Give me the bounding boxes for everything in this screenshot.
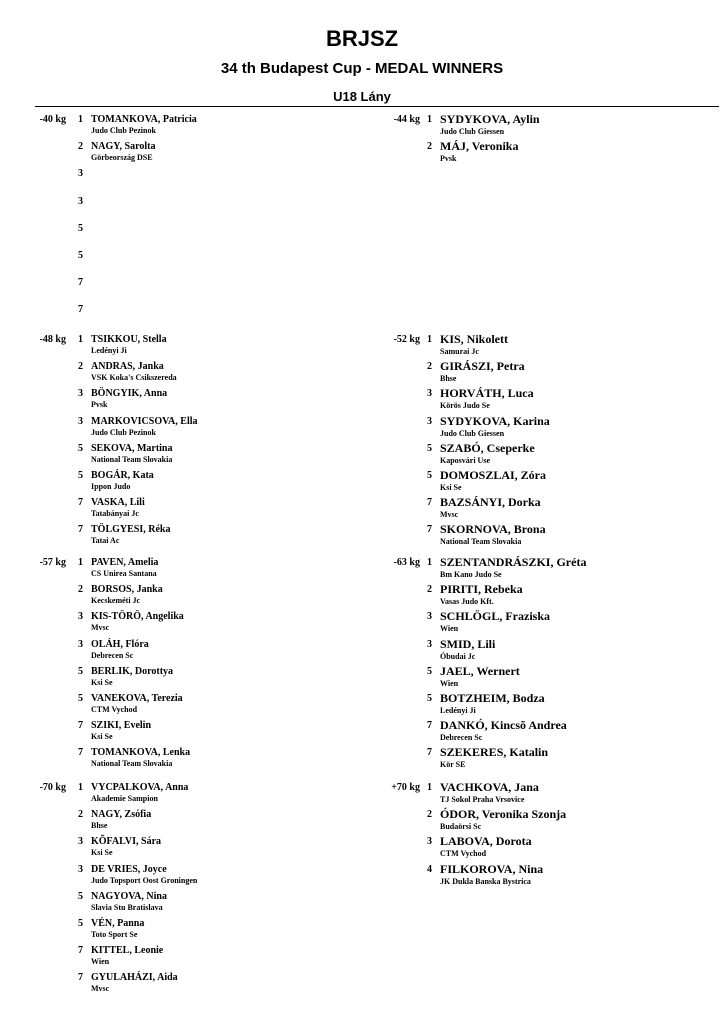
placement-number: 7	[78, 524, 83, 536]
section-title: U18 Lány	[333, 89, 391, 104]
placement-number: 2	[78, 361, 83, 373]
placement-number: 3	[427, 415, 432, 427]
placement-number: 3	[78, 611, 83, 623]
athlete-name: DE VRIES, Joyce	[91, 863, 167, 875]
athlete-name: TOMANKOVA, Patricia	[91, 114, 197, 125]
club-name: TJ Sokol Praha Vrsovice	[440, 795, 525, 804]
club-name: Körös Judo Se	[440, 401, 490, 411]
placement-number: 2	[427, 141, 432, 153]
club-name: Kecskeméti Jc	[91, 596, 141, 606]
club-name: Ledényi Ji	[440, 706, 476, 715]
placement-number: 1	[427, 334, 432, 345]
club-name: Kaposvári Use	[440, 455, 490, 465]
placement-number: 3	[78, 836, 83, 848]
placement-number: 3	[78, 195, 83, 207]
athlete-name: BOTZHEIM, Bodza	[440, 691, 545, 705]
athlete-name: TSIKKOU, Stella	[91, 334, 167, 345]
club-name: Tatai Ac	[91, 536, 120, 546]
athlete-name: KÕFALVI, Sára	[91, 836, 162, 848]
athlete-name: SEKOVA, Martina	[91, 442, 173, 454]
placement-number: 5	[427, 470, 432, 481]
athlete-name: KITTEL, Leonie	[91, 945, 164, 957]
club-name: Óbudai Jc	[440, 651, 476, 661]
club-name: Mvsc	[440, 510, 459, 520]
placement-number: 1	[427, 557, 432, 568]
athlete-name: BÖNGYIK, Anna	[91, 388, 168, 400]
athlete-name: SYDYKOVA, Aylin	[440, 112, 540, 126]
club-name: Ksi Se	[91, 848, 113, 858]
placement-number: 7	[427, 747, 432, 759]
placement-number: 5	[78, 250, 83, 261]
athlete-name: BERLIK, Dorottya	[91, 665, 174, 677]
athlete-name: MÁJ, Veronika	[440, 139, 519, 154]
document-subtitle: 34 th Budapest Cup - MEDAL WINNERS	[220, 60, 504, 77]
club-name: Judo Club Giessen	[440, 428, 505, 438]
placement-number: 5	[427, 665, 432, 677]
placement-number: 7	[427, 720, 432, 732]
weight-class-label: +70 kg	[391, 782, 420, 793]
weight-class-label: -63 kg	[393, 557, 420, 568]
club-name: Bm Kano Judo Se	[440, 570, 502, 579]
athlete-name: SCHLÖGL, Fraziska	[440, 609, 551, 624]
athlete-name: NAGY, Sarolta	[91, 141, 156, 153]
athlete-name: PIRITI, Rebeka	[440, 582, 523, 597]
club-name: Bhse	[91, 821, 108, 831]
placement-number: 7	[427, 497, 432, 509]
club-name: Judo Club Giessen	[440, 127, 505, 136]
athlete-name: ÓDOR, Veronika Szonja	[440, 807, 567, 822]
athlete-name: BAZSÁNYI, Dorka	[440, 495, 541, 510]
athlete-name: BORSOS, Janka	[91, 584, 163, 596]
placement-number: 1	[78, 114, 83, 125]
athlete-name: ANDRAS, Janka	[91, 361, 164, 373]
placement-number: 2	[427, 361, 432, 373]
club-name: Ksi Se	[91, 677, 113, 687]
placement-number: 2	[78, 584, 83, 596]
weight-class-label: -57 kg	[39, 557, 66, 568]
placement-number: 7	[78, 747, 83, 759]
placement-number: 7	[78, 972, 83, 984]
athlete-name: VÉN, Panna	[91, 918, 145, 929]
placement-number: 3	[78, 415, 83, 427]
placement-number: 5	[78, 470, 83, 481]
club-name: Görbeország DSE	[91, 153, 153, 163]
athlete-name: SZEKERES, Katalin	[440, 745, 549, 760]
placement-number: 5	[78, 442, 83, 454]
athlete-name: SZIKI, Evelin	[91, 720, 152, 732]
club-name: Wien	[91, 957, 110, 967]
athlete-name: SMID, Lili	[440, 636, 496, 651]
club-name: Judo Club Pezinok	[91, 126, 156, 135]
club-name: Judo Topsport Oost Groningen	[91, 875, 198, 885]
placement-number: 7	[78, 945, 83, 957]
club-name: Bhse	[440, 374, 457, 384]
athlete-name: FILKOROVA, Nina	[440, 861, 544, 876]
club-name: Judo Club Pezinok	[91, 427, 156, 437]
club-name: National Team Slovakia	[91, 759, 173, 769]
club-name: VSK Koka's Csikszereda	[91, 373, 177, 383]
athlete-name: MARKOVICSOVA, Ella	[91, 415, 198, 427]
athlete-name: DOMOSZLAI, Zóra	[440, 468, 547, 482]
club-name: CS Unirea Santana	[91, 569, 157, 578]
club-name: Tatabányai Jc	[91, 509, 139, 519]
club-name: Slavia Stu Bratislava	[91, 902, 163, 912]
club-name: Samurai Jc	[440, 347, 479, 356]
placement-number: 3	[78, 168, 83, 180]
athlete-name: BOGÁR, Kata	[91, 470, 154, 481]
club-name: Budaörsi Sc	[440, 822, 482, 832]
club-name: Akademie Sampion	[91, 794, 158, 803]
athlete-name: VACHKOVA, Jana	[440, 780, 539, 794]
placement-number: 5	[78, 693, 83, 704]
club-name: Debrecen Sc	[440, 733, 483, 743]
placement-number: 5	[78, 665, 83, 677]
placement-number: 5	[78, 918, 83, 929]
club-name: Pvsk	[91, 400, 108, 410]
club-name: Ksi Se	[440, 483, 462, 492]
club-name: National Team Slovakia	[91, 454, 173, 464]
club-name: Debrecen Sc	[91, 650, 134, 660]
athlete-name: VYCPALKOVA, Anna	[91, 782, 189, 793]
athlete-name: SZENTANDRÁSZKI, Gréta	[440, 555, 587, 569]
club-name: Toto Sport Se	[91, 930, 138, 939]
placement-number: 1	[427, 782, 432, 793]
weight-class-label: -48 kg	[39, 334, 66, 345]
placement-number: 5	[427, 693, 432, 704]
athlete-name: LABOVA, Dorota	[440, 834, 532, 849]
club-name: Ippon Judo	[91, 482, 131, 491]
placement-number: 3	[427, 388, 432, 400]
placement-number: 1	[78, 782, 83, 793]
header-divider	[35, 106, 719, 107]
placement-number: 7	[78, 720, 83, 732]
club-name: CTM Vychod	[440, 849, 487, 859]
weight-class-label: -52 kg	[393, 334, 420, 345]
athlete-name: VASKA, Lili	[91, 497, 145, 509]
placement-number: 3	[78, 863, 83, 875]
athlete-name: DANKÓ, Kincsõ Andrea	[440, 718, 567, 733]
placement-number: 2	[427, 809, 432, 821]
club-name: Pvsk	[440, 154, 457, 164]
placement-number: 5	[78, 890, 83, 902]
athlete-name: KIS-TÖRÖ, Angelika	[91, 611, 184, 623]
club-name: Vasas Judo Kft.	[440, 597, 494, 607]
weight-class-label: -40 kg	[39, 114, 66, 125]
placement-number: 3	[427, 836, 432, 848]
club-name: Mvsc	[91, 623, 110, 633]
placement-number: 2	[78, 141, 83, 153]
placement-number: 2	[427, 584, 432, 596]
placement-number: 5	[427, 442, 432, 454]
club-name: Wien	[440, 678, 459, 688]
athlete-name: KIS, Nikolett	[440, 332, 509, 346]
athlete-name: JAEL, Wernert	[440, 663, 520, 678]
athlete-name: VANEKOVA, Terezia	[91, 693, 183, 704]
weight-class-label: -44 kg	[393, 114, 420, 125]
club-name: Ledényi Ji	[91, 346, 127, 355]
placement-number: 1	[78, 334, 83, 345]
athlete-name: GIRÁSZI, Petra	[440, 359, 525, 374]
athlete-name: HORVÁTH, Luca	[440, 386, 534, 401]
athlete-name: PAVEN, Amelia	[91, 557, 159, 568]
placement-number: 3	[427, 638, 432, 650]
placement-number: 1	[78, 557, 83, 568]
placement-number: 5	[78, 222, 83, 234]
athlete-name: NAGY, Zsófia	[91, 809, 152, 821]
placement-number: 3	[78, 638, 83, 650]
placement-number: 7	[78, 277, 83, 289]
club-name: National Team Slovakia	[440, 537, 522, 547]
club-name: Wien	[440, 624, 459, 634]
club-name: Mvsc	[91, 984, 110, 994]
athlete-name: TOMANKOVA, Lenka	[91, 747, 191, 759]
placement-number: 7	[78, 304, 83, 316]
athlete-name: OLÁH, Flóra	[91, 638, 149, 650]
club-name: JK Dukla Banska Bystrica	[440, 876, 531, 886]
athlete-name: SZABÓ, Cseperke	[440, 440, 535, 455]
club-name: CTM Vychod	[91, 705, 138, 714]
athlete-name: TÖLGYESI, Réka	[91, 524, 171, 536]
athlete-name: NAGYOVA, Nina	[91, 890, 167, 902]
club-name: Ksi Se	[91, 732, 113, 742]
placement-number: 3	[427, 611, 432, 623]
weight-class-label: -70 kg	[39, 782, 66, 793]
placement-number: 3	[78, 388, 83, 400]
club-name: Kör SE	[440, 760, 466, 770]
athlete-name: GYULAHÁZI, Aida	[91, 972, 178, 984]
document-title: BRJSZ	[325, 26, 399, 51]
athlete-name: SKORNOVA, Brona	[440, 522, 546, 537]
placement-number: 1	[427, 114, 432, 125]
placement-number: 2	[78, 809, 83, 821]
athlete-name: SYDYKOVA, Karina	[440, 413, 550, 428]
placement-number: 4	[427, 863, 432, 875]
placement-number: 7	[427, 524, 432, 536]
placement-number: 7	[78, 497, 83, 509]
